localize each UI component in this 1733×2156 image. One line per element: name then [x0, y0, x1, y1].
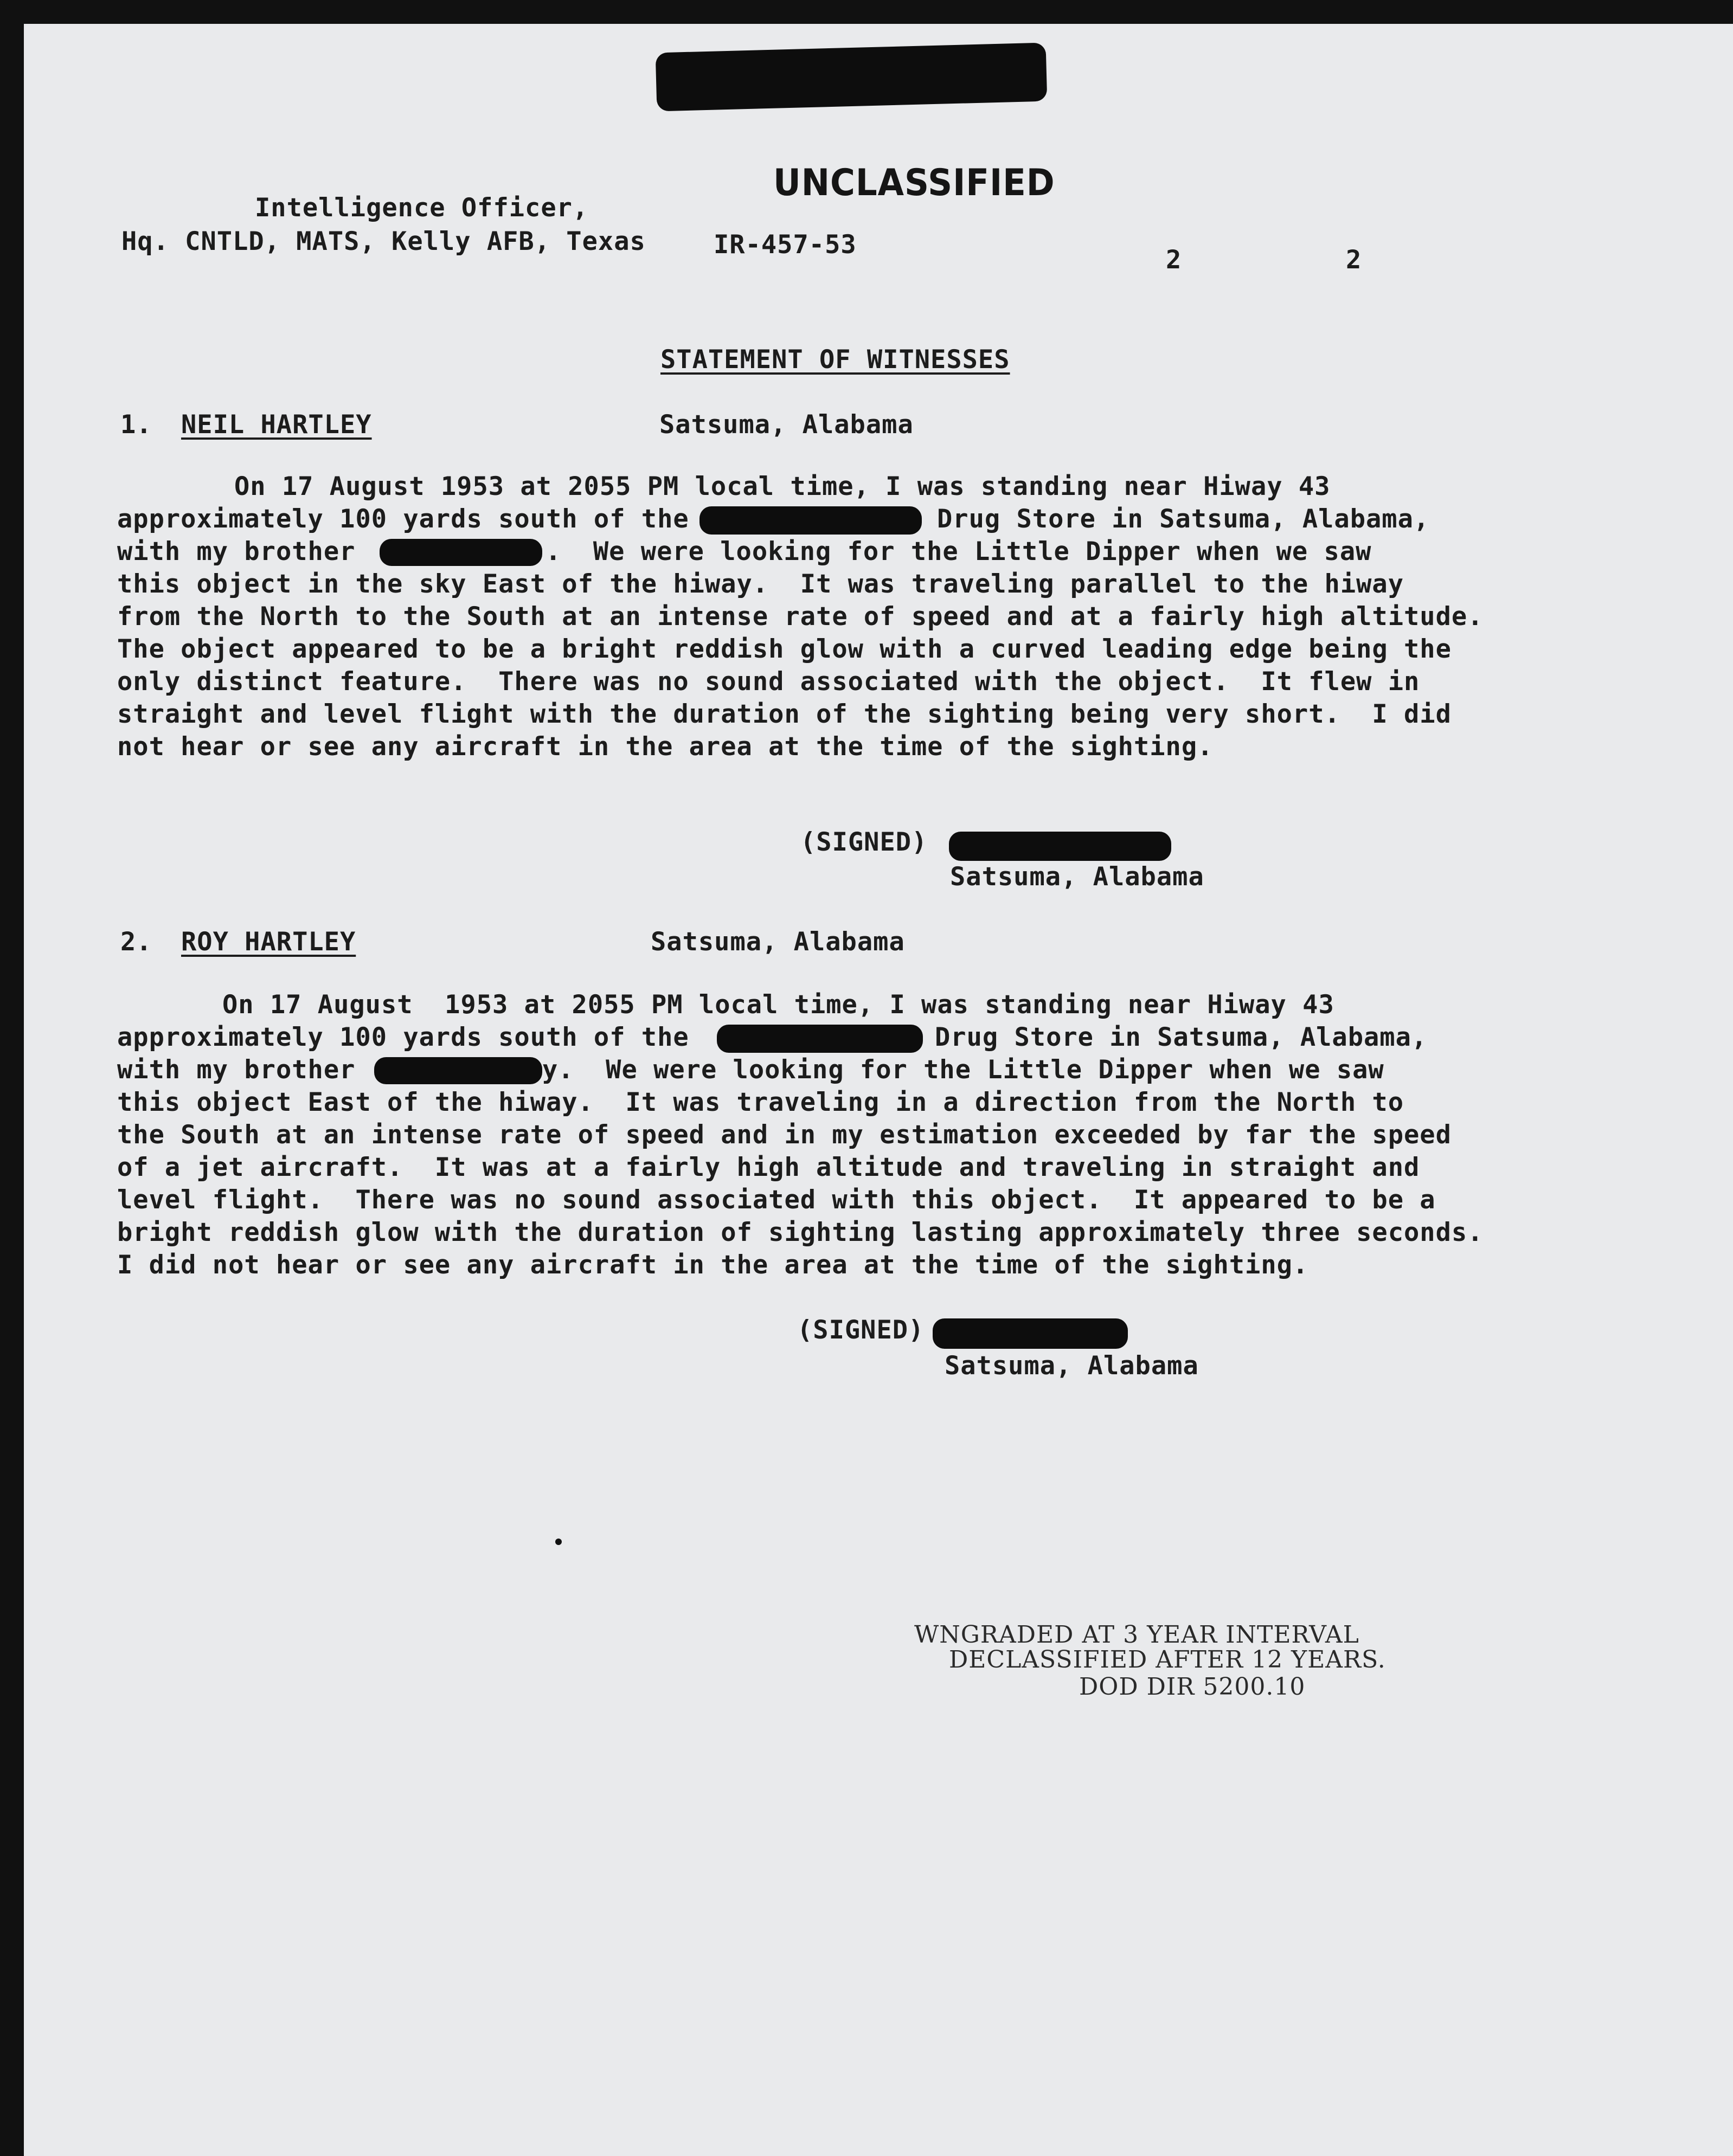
redaction-bar-top [656, 43, 1048, 112]
report-number: IR-457-53 [714, 230, 857, 260]
page-number-a: 2 [1166, 245, 1182, 275]
signed-location-1: Satsuma, Alabama [950, 862, 1204, 892]
statement-2-line-3a: with my brother [117, 1055, 356, 1085]
statement-1-line-6: The object appeared to be a bright reddish glow with a curved leading edge being the [117, 634, 1452, 664]
redaction-brother-name-2 [374, 1057, 542, 1084]
statement-2-line-2b: Drug Store in Satsuma, Alabama, [935, 1022, 1428, 1052]
statement-2-line-8: bright reddish glow with the duration of sighting lasting approximately three seconds. [117, 1218, 1484, 1247]
statement-2-line-2a: approximately 100 yards south of the [117, 1022, 689, 1052]
statement-1-line-3a: with my brother [117, 537, 356, 567]
signed-label-2: (SIGNED) [797, 1315, 925, 1345]
witness-1-location: Satsuma, Alabama [659, 410, 914, 440]
from-line-2: Hq. CNTLD, MATS, Kelly AFB, Texas [121, 227, 646, 256]
declassified-stamp-line-2: DECLASSIFIED AFTER 12 YEARS. [949, 1646, 1386, 1674]
from-line-1: Intelligence Officer, [255, 193, 589, 223]
redaction-drug-store-1 [699, 506, 922, 535]
statement-1-line-7: only distinct feature. There was no sound associated with the object. It flew in [117, 667, 1420, 697]
classification-marking: UNCLASSIFIED [773, 162, 1055, 204]
statement-1-line-3b: . We were looking for the Little Dipper when we saw [545, 537, 1372, 567]
copy-speck [555, 1539, 562, 1545]
witness-1-name: NEIL HARTLEY [181, 410, 372, 440]
statement-1-line-2b: Drug Store in Satsuma, Alabama, [937, 504, 1430, 534]
downgrade-stamp-line-1: WNGRADED AT 3 YEAR INTERVAL [914, 1621, 1359, 1649]
statement-2-line-5: the South at an intense rate of speed and in my estimation exceeded by far the speed [117, 1120, 1452, 1150]
witness-2-name: ROY HARTLEY [181, 927, 356, 957]
witness-1-number: 1. [120, 410, 152, 440]
redaction-drug-store-2 [717, 1025, 923, 1053]
statement-1-line-2a: approximately 100 yards south of the [117, 504, 689, 534]
statement-2-line-7: level flight. There was no sound associated with this object. It appeared to be a [117, 1185, 1436, 1215]
statement-1-line-5: from the North to the South at an intense rate of speed and at a fairly high altitude. [117, 602, 1484, 632]
signed-label-1: (SIGNED) [800, 827, 928, 857]
witness-2-location: Satsuma, Alabama [651, 927, 905, 957]
document-title: STATEMENT OF WITNESSES [660, 345, 1010, 375]
redaction-brother-name-1 [380, 539, 542, 566]
statement-2-line-9: I did not hear or see any aircraft in the area at the time of the sighting. [117, 1250, 1309, 1280]
statement-1-line-1: On 17 August 1953 at 2055 PM local time, I was standing near Hiway 43 [234, 472, 1331, 501]
signature-redaction-1 [949, 832, 1171, 861]
signed-location-2: Satsuma, Alabama [945, 1351, 1199, 1381]
page-number-b: 2 [1346, 245, 1362, 275]
statement-2-line-1: On 17 August 1953 at 2055 PM local time, I was standing near Hiway 43 [222, 990, 1334, 1020]
statement-2-line-3b: y. We were looking for the Little Dipper when we saw [542, 1055, 1384, 1085]
witness-2-number: 2. [120, 927, 152, 957]
dod-directive-stamp-line-3: DOD DIR 5200.10 [1079, 1673, 1306, 1701]
signature-redaction-2 [933, 1318, 1128, 1349]
statement-2-line-6: of a jet aircraft. It was at a fairly high altitude and traveling in straight and [117, 1153, 1420, 1182]
statement-1-line-4: this object in the sky East of the hiway. It was traveling parallel to the hiway [117, 569, 1404, 599]
statement-2-line-4: this object East of the hiway. It was traveling in a direction from the North to [117, 1087, 1404, 1117]
statement-1-line-8: straight and level flight with the duration of the sighting being very short. I did [117, 699, 1452, 729]
statement-1-line-9: not hear or see any aircraft in the area at the time of the sighting. [117, 732, 1214, 762]
